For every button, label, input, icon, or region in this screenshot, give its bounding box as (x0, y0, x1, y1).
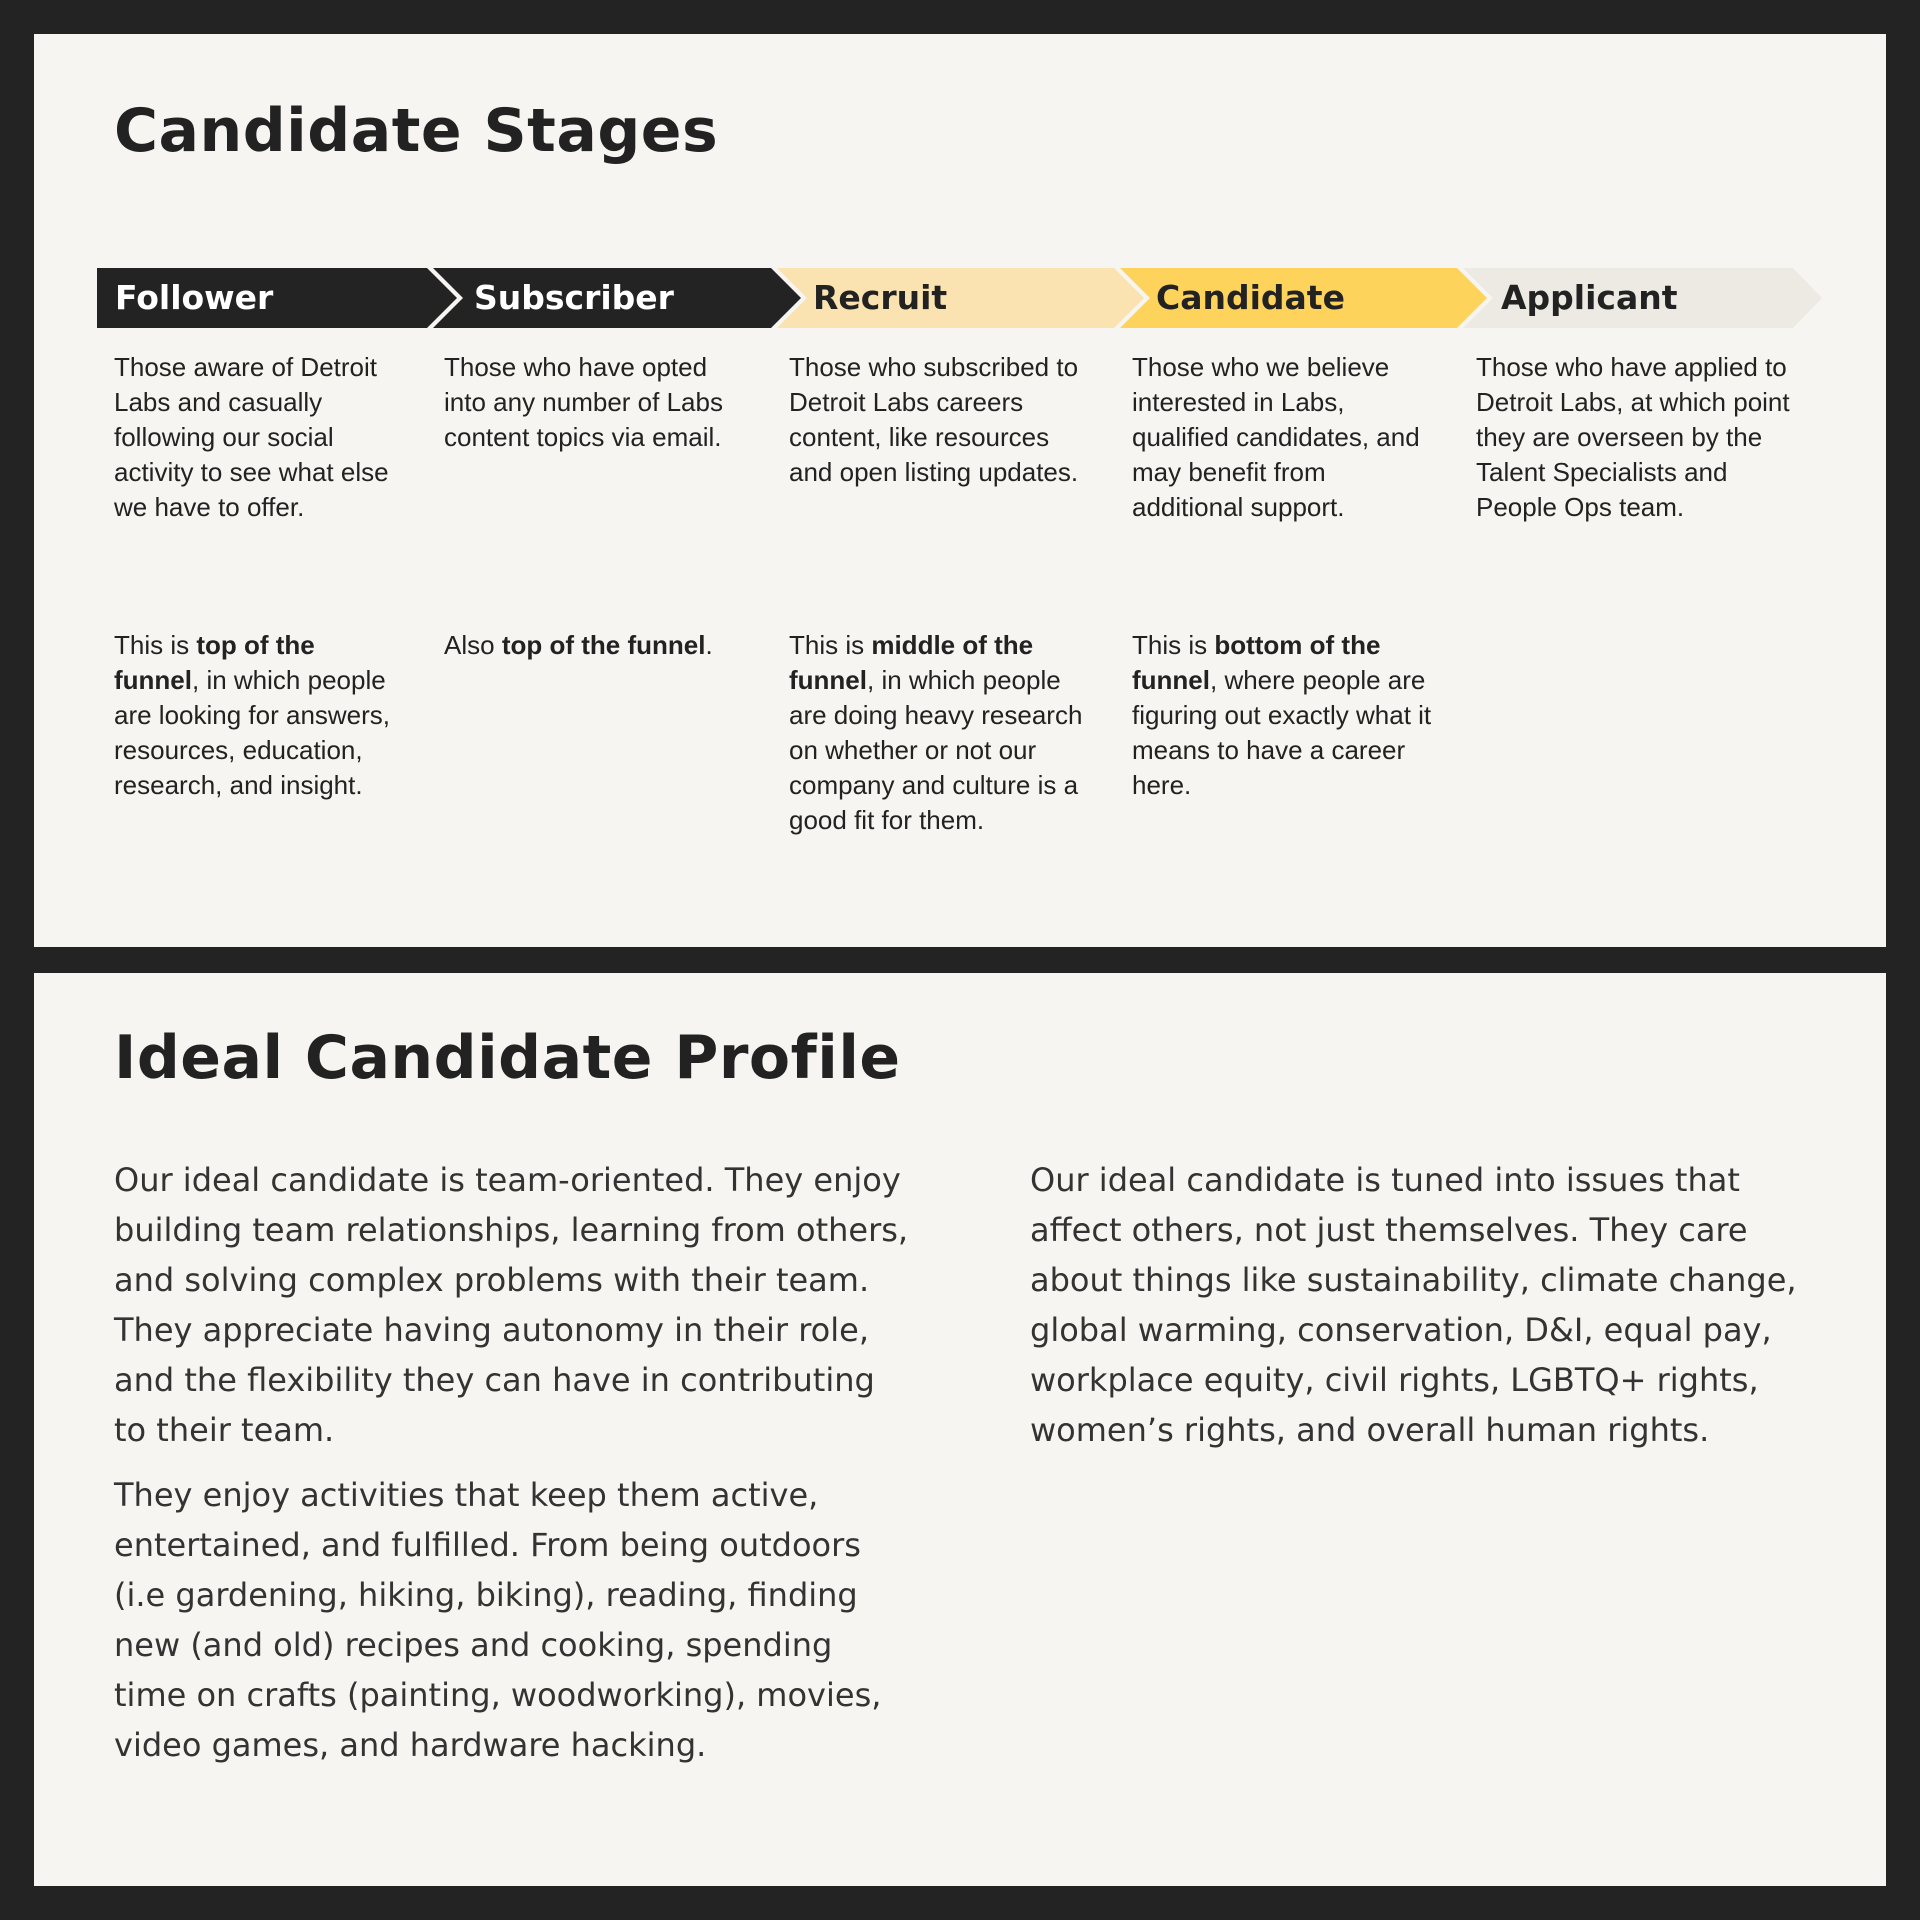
funnel-prefix: This is (114, 630, 197, 660)
stage-description-subscriber: Those who have opted into any number of Labs content topics via email. (444, 352, 723, 452)
funnel-emphasis: top of the funnel (114, 630, 315, 695)
funnel-prefix: Also (444, 630, 502, 660)
profile-paragraph-team: Our ideal candidate is team-oriented. They enjoy building team relationships, learning from others, and solving complex problems with their team. They appreciate having autonomy in their role, and the flexibility they can have in contributing to their team. (114, 1161, 909, 1449)
stage-funnel-subscriber (444, 628, 754, 663)
stage-funnel-candidate (1132, 628, 1432, 803)
funnel-suffix: , in which people are doing heavy research on whether or not our company and culture is a good fit for them. (789, 665, 1083, 835)
funnel-suffix: , where people are figuring out exactly what it means to have a career here. (1132, 665, 1432, 800)
funnel-emphasis: middle of the funnel (789, 630, 1034, 695)
stage-description-follower: Those aware of Detroit Labs and casually following our social activity to see what else we have to offer. (114, 352, 389, 522)
stage-description-applicant: Those who have applied to Detroit Labs, at which point they are overseen by the Talent Specialists and People Ops team. (1476, 352, 1790, 522)
funnel-emphasis: top of the funnel (501, 630, 706, 660)
funnel-emphasis: bottom of the funnel (1132, 630, 1381, 695)
stage-label-candidate: Candidate (1156, 278, 1345, 317)
profile-paragraph-issues: Our ideal candidate is tuned into issues that affect others, not just themselves. They care about things like sustainability, climate change, global warming, conservation, D&I, equal pay, workplace equity, civil rights, LGBTQ+ rights, women’s rights, and overall human rights. (1030, 1161, 1797, 1449)
stage-funnel-follower (114, 628, 404, 803)
stage-label-recruit: Recruit (813, 278, 948, 317)
stage-label-follower: Follower (115, 278, 274, 317)
profile-right-column (1030, 1155, 1830, 1470)
stage-chevron-bar (97, 268, 1822, 328)
funnel-suffix: , in which people are looking for answers, resources, education, research, and insight. (114, 665, 391, 800)
candidate-stages-panel (34, 34, 1886, 947)
profile-left-column (114, 1155, 914, 1785)
funnel-suffix: . (705, 630, 713, 660)
funnel-prefix: This is (789, 630, 872, 660)
ideal-candidate-profile-title: Ideal Candidate Profile (114, 1023, 901, 1093)
funnel-prefix: This is (1132, 630, 1215, 660)
candidate-stages-title: Candidate Stages (114, 96, 719, 166)
stage-description-candidate: Those who we believe interested in Labs, qualified candidates, and may benefit from additional support. (1132, 352, 1420, 522)
stage-label-subscriber: Subscriber (474, 278, 674, 317)
stage-funnel-recruit (789, 628, 1089, 838)
stage-description-recruit: Those who subscribed to Detroit Labs careers content, like resources and open listing updates. (789, 352, 1079, 487)
profile-paragraph-activities: They enjoy activities that keep them active, entertained, and fulfilled. From being outdoors (i.e gardening, hiking, biking), reading, finding new (and old) recipes and cooking, spending time on crafts (painting, woodworking), movies, video games, and hardware hacking. (114, 1476, 882, 1764)
ideal-candidate-profile-panel (34, 973, 1886, 1886)
stage-label-applicant: Applicant (1501, 278, 1678, 317)
